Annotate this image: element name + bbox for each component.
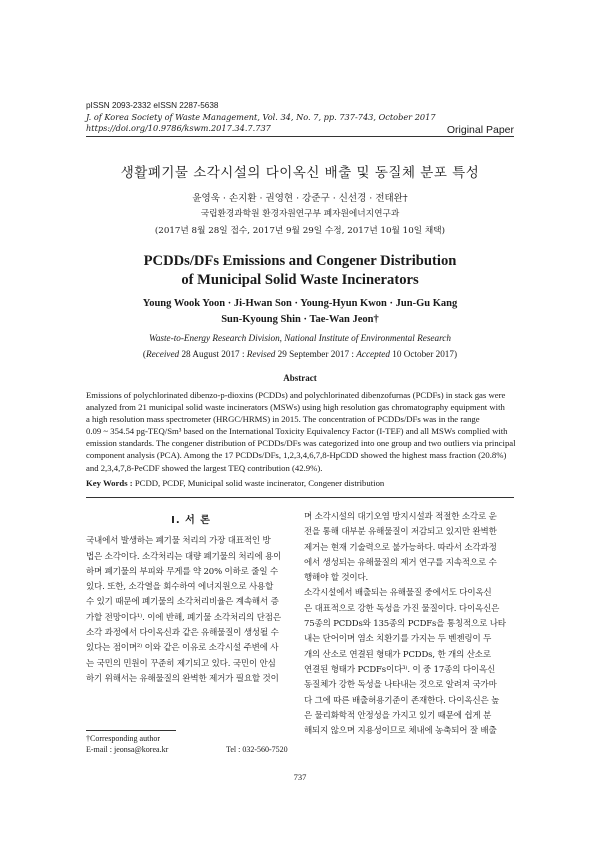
doi-link[interactable]: https://doi.org/10.9786/kswm.2017.34.7.737 [86, 123, 271, 133]
abstract-line: 0.09 ~ 354.54 pg-TEQ/Sm³ based on the International Toxicity Equivalency Factor (I-TEF) and all MSWs complied with [86, 426, 508, 437]
accepted-date: 10 October 2017 [392, 349, 454, 359]
body-text-line: 수 있기 때문에 폐기물의 소각처리비율은 계속해서 증 [86, 597, 279, 608]
abstract-line: and 2,3,4,7,8-PeCDF showed the largest TEQ contribution (42.9%). [86, 462, 323, 473]
body-text-line: 에서 생성되는 유해물질의 제거 연구를 지속적으로 수 [304, 557, 497, 568]
abstract-body [86, 389, 514, 474]
footnote-email[interactable]: E-mail : jeonsa@korea.kr [86, 745, 169, 754]
body-text-line: 다 그에 따른 배출허용기준이 존재한다. 다이옥신은 높 [304, 695, 500, 706]
footnote-tel: Tel : 032-560-7520 [226, 745, 288, 754]
body-text-line: 제거는 현재 기술력으로 불가능하다. 따라서 소각과정 [304, 542, 497, 553]
page-number: 737 [293, 772, 307, 782]
body-text-line: 해되지 않으며 지용성이므로 체내에 농축되어 잘 배출 [304, 726, 497, 737]
article-type-label: Original Paper [446, 124, 514, 136]
body-text-line: 소각 과정에서 다이옥신과 같은 유해물질이 생성될 수 [86, 628, 279, 639]
english-title-line: PCDDs/DFs Emissions and Congener Distribution [143, 253, 457, 269]
body-text-line: 있다. 또한, 소각열을 회수하여 에너지원으로 사용할 [86, 582, 274, 593]
dates-close: ) [454, 349, 458, 359]
body-text-line: 연결된 형태가 PCDFs이다³⁾. 이 중 17종의 다이옥신 [304, 664, 496, 675]
body-column-right [304, 510, 514, 739]
issn: pISSN 2093-2332 eISSN 2287-5638 [86, 101, 219, 110]
korean-affiliation: 국립환경과학원 환경자원연구부 폐자원에너지연구과 [200, 209, 400, 219]
abstract-divider [86, 497, 514, 498]
korean-authors: 윤영욱 · 손지환 · 권영현 · 강준구 · 신선경 · 전태완† [192, 193, 408, 204]
body-text-line: 개의 산소로 연결된 형태가 PCDDs, 한 개의 산소로 [304, 649, 491, 660]
abstract-line: a high resolution mass spectrometer (HRGC/HRMS) in 2015. The concentration of PCDDs/DFs was in the range [86, 414, 480, 425]
body-text-line: 소각시설에서 배출되는 유해물질 중에서도 다이옥신 [304, 588, 492, 599]
body-text-line: 하기 위해서는 유해물질의 완벽한 제거가 필요할 것이 [86, 673, 279, 684]
received-label: Received [145, 349, 180, 359]
english-title-line: of Municipal Solid Waste Incinerators [181, 272, 419, 288]
english-authors [0, 296, 600, 328]
body-text-line: 은 물리화학적 안정성을 가지고 있기 때문에 쉽게 분 [304, 710, 492, 721]
abstract-line: component analysis (PCA). Among the 17 PCDDs/DFs, 1,2,3,4,6,7,8-HpCDD showed the highest mass fraction (20.8%) [86, 450, 507, 461]
abstract-line: analyzed from 21 municipal solid waste incinerators (MSWs) using high resolution gas chromatography equipment with [86, 402, 505, 413]
body-text-line: 75종의 PCDDs와 135종의 PCDFs을 통칭적으로 나타 [304, 619, 506, 630]
body-text-line: 행해야 할 것이다. [304, 573, 369, 584]
abstract-line: emission standards. The congener distribution of PCDDs/DFs was categorized into one group and two outliers via principal [86, 438, 516, 449]
body-text-line: 은 대표적으로 강한 독성을 가진 물질이다. 다이옥신은 [304, 603, 500, 614]
english-dates: (Received 28 August 2017 : Revised 29 September 2017 : Accepted 10 October 2017) [142, 349, 458, 359]
body-text-line: 있다는 점이며²⁾ 이와 같은 이유로 소각시설 주변에 사 [86, 643, 279, 654]
english-affiliation: Waste-to-Energy Research Division, National Institute of Environmental Research [149, 333, 451, 343]
corresponding-author-footnote [86, 733, 326, 755]
body-text-line: 가할 전망이다¹⁾. 이에 반해, 폐기물 소각처리의 단점은 [86, 612, 281, 623]
revised-label: Revised [246, 349, 276, 359]
english-authors-line: Young Wook Yoon · Ji-Hwan Son · Young-Hyun Kwon · Jun-Gu Kang [142, 298, 458, 309]
body-text-line: 하며 폐기물의 부피와 무게를 약 20% 이하로 줄일 수 [86, 566, 279, 577]
korean-title: 생활폐기물 소각시설의 다이옥신 배출 및 동질체 분포 특성 [120, 165, 480, 181]
body-text-line: 며 소각시설의 대기오염 방지시설과 적절한 소각로 운 [304, 512, 497, 522]
body-text-line: 동질체가 강한 독성을 나타내는 것으로 알려져 국가마 [304, 680, 497, 691]
body-text-line: 전을 통해 대부분 유해물질이 저감되고 있지만 완벽한 [304, 527, 497, 538]
section-heading-introduction: I. 서 론 [171, 515, 211, 526]
body-text-line: 내는 단어이며 염소 치환기를 가지는 두 벤젠링이 두 [304, 634, 492, 645]
keywords-label: Key Words : [86, 478, 133, 488]
body-text-line: 국내에서 발생하는 폐기물 처리의 가장 대표적인 방 [86, 536, 271, 547]
abstract-line: Emissions of polychlorinated dibenzo-p-dioxins (PCDDs) and polychlorinated dibenzofurnas (PCDFs) in stack gas were [86, 390, 506, 400]
body-text-line: 법은 소각이다. 소각처리는 대량 폐기물의 처리에 용이 [86, 551, 282, 562]
footnote-divider [86, 730, 176, 731]
keywords [86, 478, 514, 488]
abstract-heading: Abstract [283, 373, 317, 383]
received-date: 28 August 2017 [181, 349, 240, 359]
body-text-line: 는 국민의 민원이 꾸준히 제기되고 있다. 국민이 안심 [86, 658, 276, 669]
header-divider [86, 136, 514, 137]
english-title [0, 252, 600, 290]
body-column-left [86, 510, 296, 687]
footnote-label: †Corresponding author [86, 734, 160, 743]
left-column-text [86, 534, 296, 687]
english-authors-line: Sun-Kyoung Shin · Tae-Wan Jeon† [221, 314, 379, 325]
revised-date: 29 September 2017 [277, 349, 350, 359]
accepted-label: Accepted [356, 349, 390, 359]
journal-citation: J. of Korea Society of Waste Management, Vol. 34, No. 7, pp. 737-743, October 2017 [86, 111, 436, 122]
dates-open: ( [142, 349, 146, 359]
keywords-list: PCDD, PCDF, Municipal solid waste incinerator, Congener distribution [134, 478, 385, 488]
korean-dates: (2017년 8월 28일 접수, 2017년 9월 29일 수정, 2017년 10월 10일 채택) [154, 226, 446, 236]
